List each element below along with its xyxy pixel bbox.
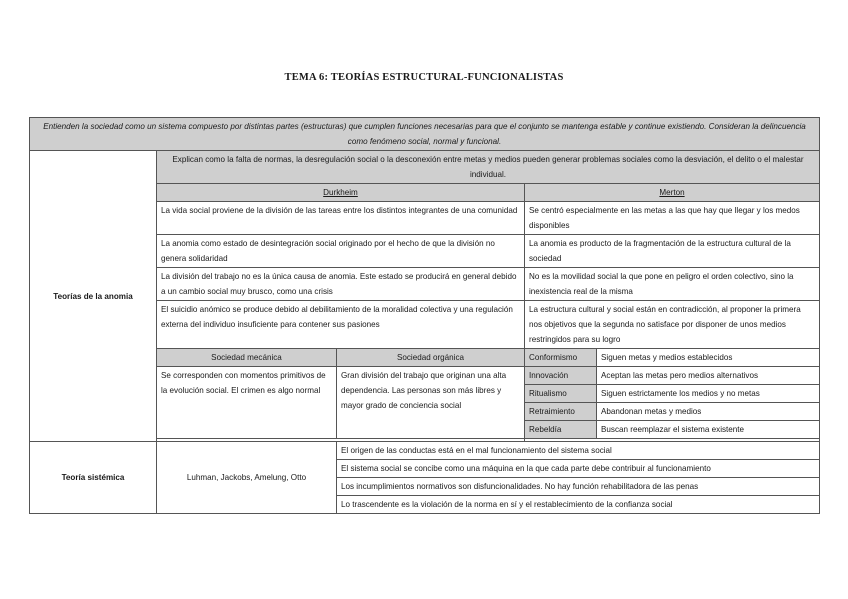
adaptation-desc: Siguen estrictamente los medios y no metas xyxy=(597,385,820,403)
adaptation-type: Innovación xyxy=(525,367,597,385)
durkheim-point: La división del trabajo no es la única causa de anomia. Este estado se producirá en general debido a un cambio social muy brusco, como una crisis xyxy=(157,268,525,301)
adaptation-type: Retraimiento xyxy=(525,403,597,421)
adaptation-type: Rebeldía xyxy=(525,421,597,439)
anomia-summary: Explican como la falta de normas, la desregulación social o la desconexión entre metas y medios pueden generar problemas sociales como la desviación, el delito o el malestar individual. xyxy=(157,151,820,184)
intro-text: Entienden la sociedad como un sistema compuesto por distintas partes (estructuras) que cumplen funciones necesarias para que el conjunto se mantenga estable y continue existiendo. Consideran la delincuencia como fenómeno social, normal y funcional. xyxy=(30,118,820,151)
anomia-label: Teorías de la anomia xyxy=(30,151,157,442)
sistemica-point: Los incumplimientos normativos son disfuncionalidades. No hay función rehabilitadora de las penas xyxy=(337,478,820,496)
merton-point: La estructura cultural y social están en contradicción, al proponer la primera nos objetivos que la segunda no satisface por disponer de unos medios restringidos para su logro xyxy=(525,301,820,349)
sistemica-label: Teoría sistémica xyxy=(30,442,157,514)
adaptation-desc: Buscan reemplazar el sistema existente xyxy=(597,421,820,439)
sistemica-authors: Luhman, Jackobs, Amelung, Otto xyxy=(157,442,337,514)
adaptation-desc: Abandonan metas y medios xyxy=(597,403,820,421)
mecanica-header: Sociedad mecánica xyxy=(157,349,337,367)
merton-point: La anomia es producto de la fragmentación de la estructura cultural de la sociedad xyxy=(525,235,820,268)
durkheim-header: Durkheim xyxy=(157,184,525,202)
adaptation-desc: Siguen metas y medios establecidos xyxy=(597,349,820,367)
sistemica-point: Lo trascendente es la violación de la norma en sí y el restablecimiento de la confianza social xyxy=(337,496,820,514)
durkheim-point: La vida social proviene de la división de las tareas entre los distintos integrantes de una comunidad xyxy=(157,202,525,235)
sistemica-row xyxy=(30,442,820,460)
anomia-summary-row xyxy=(30,151,820,184)
sistemica-point: El sistema social se concibe como una máquina en la que cada parte debe contribuir al funcionamiento xyxy=(337,460,820,478)
organica-header: Sociedad orgánica xyxy=(337,349,525,367)
durkheim-point: El suicidio anómico se produce debido al debilitamiento de la moralidad colectiva y una regulación externa del individuo insuficiente para contener sus pasiones xyxy=(157,301,525,349)
organica-text: Gran división del trabajo que originan una alta dependencia. Las personas son más libres y mayor grado de conciencia social xyxy=(337,367,525,439)
adaptation-type: Ritualismo xyxy=(525,385,597,403)
theories-table xyxy=(29,117,820,514)
page-title: TEMA 6: TEORÍAS ESTRUCTURAL-FUNCIONALISTAS xyxy=(284,72,564,83)
durkheim-point: La anomia como estado de desintegración social originado por el hecho de que la división no genera solidaridad xyxy=(157,235,525,268)
adaptation-desc: Aceptan las metas pero medios alternativos xyxy=(597,367,820,385)
adaptation-type: Conformismo xyxy=(525,349,597,367)
merton-header: Merton xyxy=(525,184,820,202)
mecanica-text: Se corresponden con momentos primitivos de la evolución social. El crimen es algo normal xyxy=(157,367,337,439)
merton-point: No es la movilidad social la que pone en peligro el orden colectivo, sino la inexistencia real de la misma xyxy=(525,268,820,301)
sistemica-point: El origen de las conductas está en el mal funcionamiento del sistema social xyxy=(337,442,820,460)
intro-row xyxy=(30,118,820,151)
merton-point: Se centró especialmente en las metas a las que hay que llegar y los medos disponibles xyxy=(525,202,820,235)
